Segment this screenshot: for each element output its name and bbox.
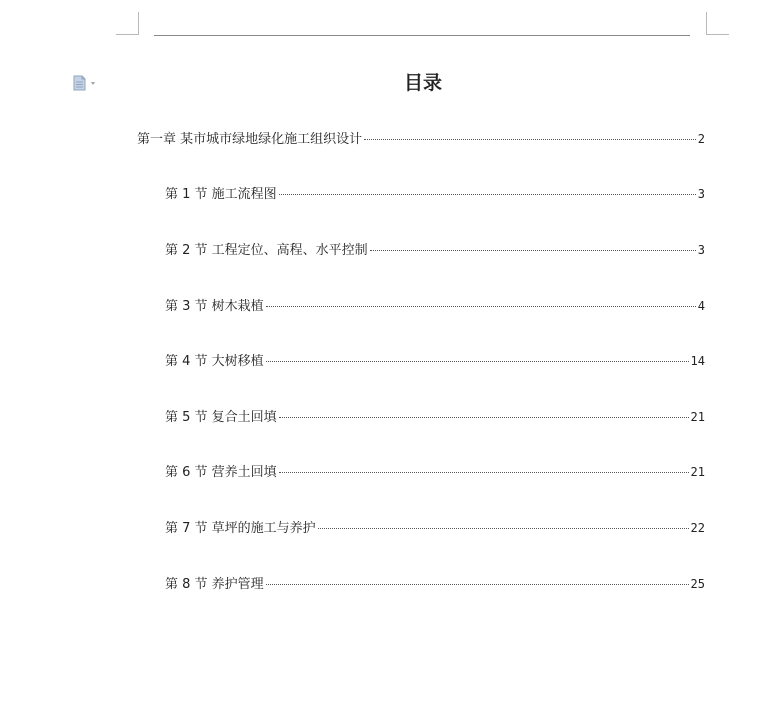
toc-leader-dots bbox=[266, 584, 689, 585]
toc-leader-dots bbox=[279, 194, 696, 195]
toc-leader-dots bbox=[279, 417, 689, 418]
toc-entry-label: 第 5 节 复合土回填 bbox=[165, 410, 277, 425]
toc-entry-section-5[interactable] bbox=[165, 408, 705, 427]
toc-leader-dots bbox=[266, 306, 696, 307]
toc-page-number: 14 bbox=[690, 354, 705, 368]
toc-page-number: 22 bbox=[690, 521, 705, 535]
toc-entry-section-8[interactable] bbox=[165, 575, 705, 594]
toc-leader-dots bbox=[318, 528, 689, 529]
toc-leader-dots bbox=[279, 472, 689, 473]
toc-entry-label: 第 2 节 工程定位、高程、水平控制 bbox=[165, 243, 368, 258]
toc-entry-chapter-1[interactable] bbox=[137, 130, 705, 149]
toc-entry-label: 第一章 某市城市绿地绿化施工组织设计 bbox=[137, 132, 363, 147]
toc-page-number: 3 bbox=[697, 187, 705, 201]
toc-entry-label: 第 8 节 养护管理 bbox=[165, 577, 264, 592]
margin-corner-top-right bbox=[706, 12, 729, 35]
page-title: 目录 bbox=[403, 72, 442, 94]
toc-entry-section-7[interactable] bbox=[165, 519, 705, 538]
toc-page-number: 2 bbox=[697, 132, 705, 146]
toc-entry-label: 第 3 节 树木栽植 bbox=[165, 299, 264, 314]
toc-entry-section-3[interactable] bbox=[165, 297, 705, 316]
toc-page-number: 3 bbox=[697, 243, 705, 257]
header-rule bbox=[154, 35, 690, 36]
toc-entry-label: 第 6 节 营养土回填 bbox=[165, 465, 277, 480]
toc-page-number: 21 bbox=[690, 410, 705, 424]
toc-page-number: 21 bbox=[690, 465, 705, 479]
toc-entry-section-1[interactable] bbox=[165, 185, 705, 204]
toc-leader-dots bbox=[370, 250, 696, 251]
toc-entry-label: 第 7 节 草坪的施工与养护 bbox=[165, 521, 316, 536]
toc-entry-section-6[interactable] bbox=[165, 463, 705, 482]
toc-page-number: 25 bbox=[690, 577, 705, 591]
toc-leader-dots bbox=[364, 139, 696, 140]
toc-leader-dots bbox=[266, 361, 689, 362]
toc-page-number: 4 bbox=[697, 299, 705, 313]
toc-entry-label: 第 1 节 施工流程图 bbox=[165, 187, 277, 202]
margin-corner-top-left bbox=[116, 12, 139, 35]
toc-entry-section-2[interactable] bbox=[165, 241, 705, 260]
toc-entry-label: 第 4 节 大树移植 bbox=[165, 354, 264, 369]
toc-entry-section-4[interactable] bbox=[165, 352, 705, 371]
